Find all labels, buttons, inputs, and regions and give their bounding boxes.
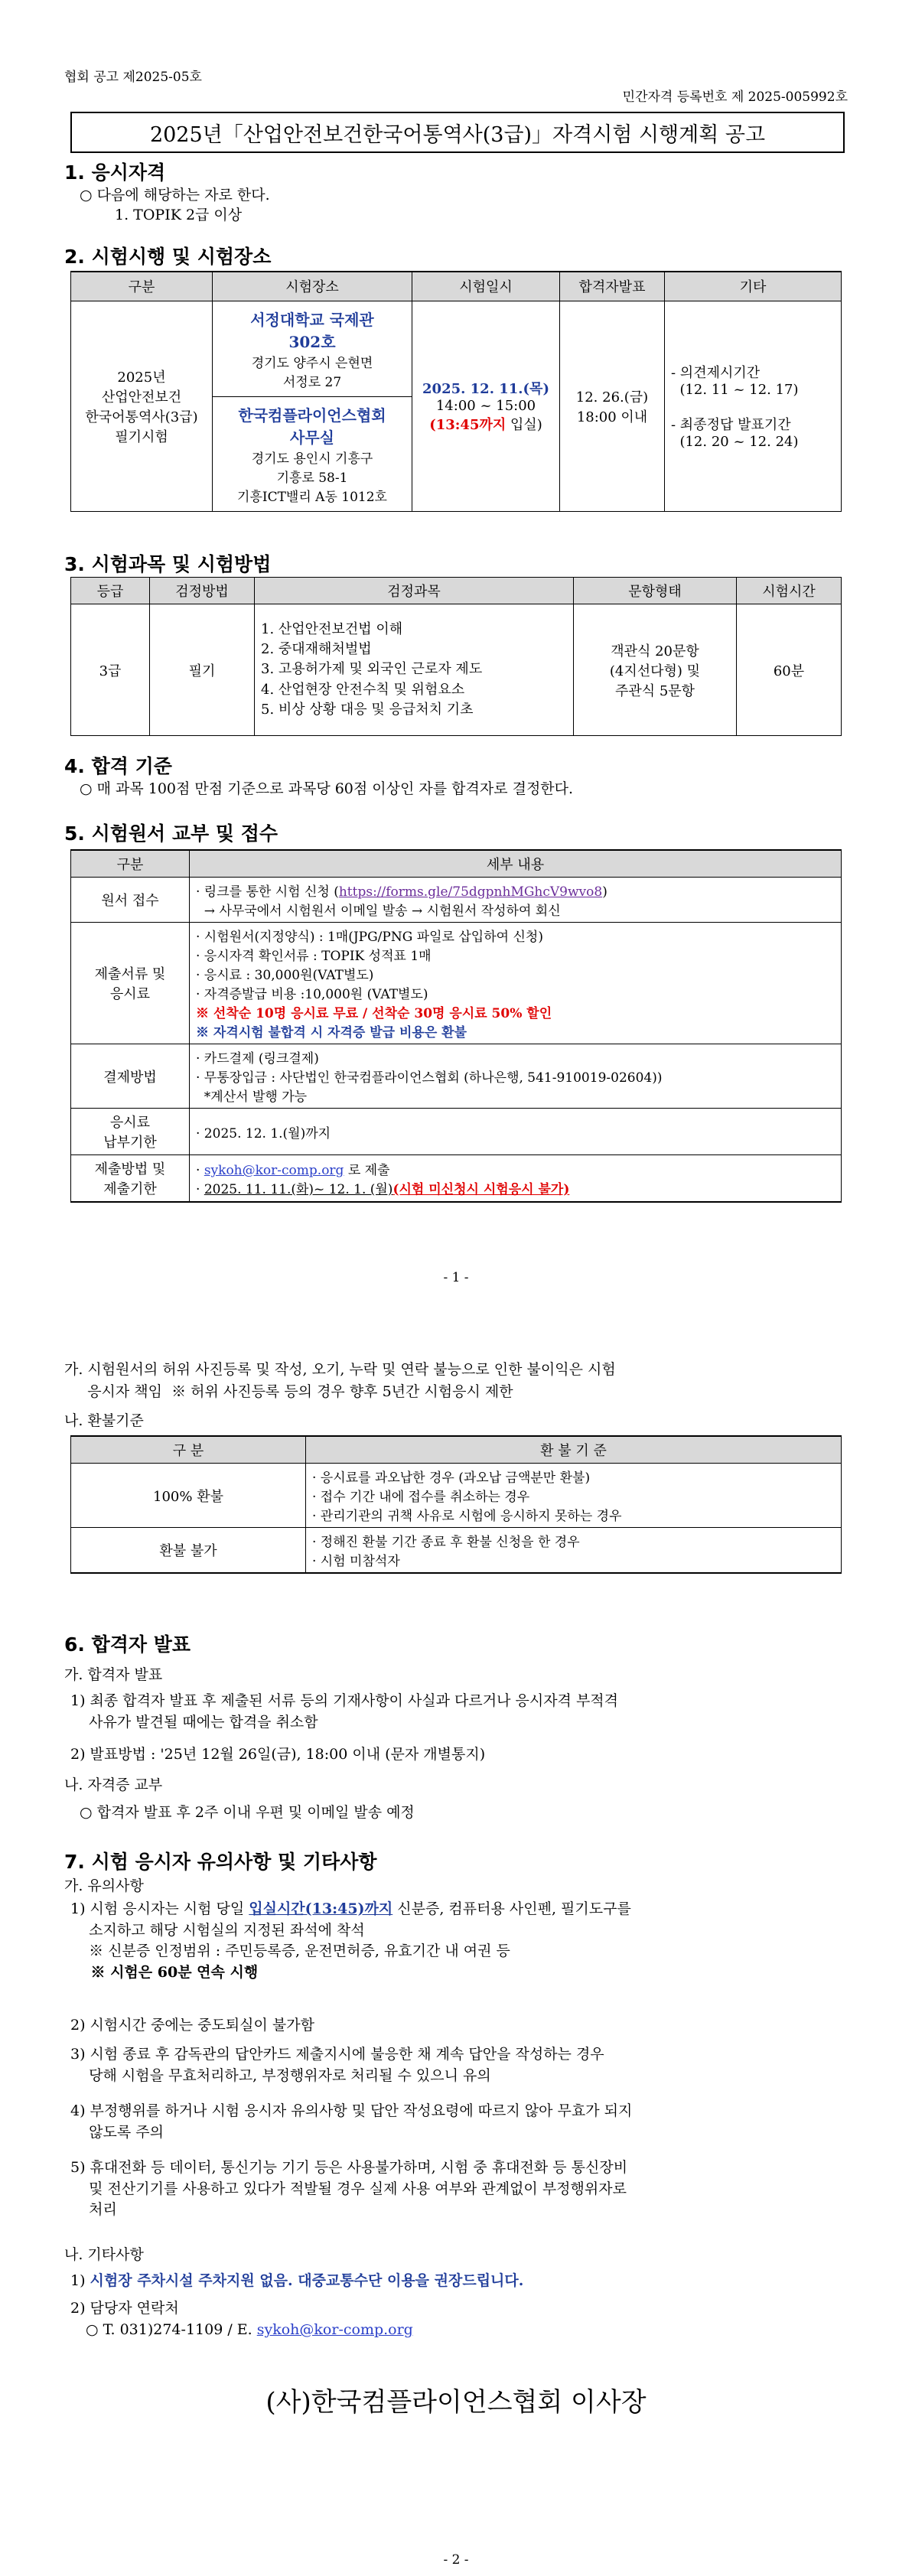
refund-none-label: 환불 불가 <box>71 1528 306 1574</box>
payment-deadline: · 2025. 12. 1.(월)까지 <box>190 1109 842 1155</box>
s7-1-id-scope: ※ 신분증 인정범위 : 주민등록증, 운전면허증, 유효기간 내 여권 등 <box>70 1943 510 1960</box>
result-announcement: 12. 26.(금) 18:00 이내 <box>560 301 665 511</box>
subject-item: 1. 산업안전보건법 이해 <box>261 621 403 638</box>
entry-suffix: 입실) <box>506 417 542 433</box>
col-header: 기타 <box>665 272 842 301</box>
venue-1 <box>213 301 412 396</box>
submission-warning: (시험 미신청시 시험응시 불가) <box>392 1182 570 1197</box>
subjects-table <box>70 577 842 736</box>
s7-item-5: 5) 휴대전화 등 데이터, 통신기능 기기 등은 사용불가하며, 시험 중 휴대전화 등 통신장비 및 전산기기를 사용하고 있다가 적발될 경우 실제 사용 여부와 관계없이 부정행위자로 처리 <box>70 2159 628 2219</box>
refund-table <box>70 1435 842 1574</box>
s7-etc-1-num: 1) <box>70 2272 90 2289</box>
application-table <box>70 849 842 1203</box>
col-header: 구분 <box>71 850 190 878</box>
question-format: 객관식 20문항 (4지선다형) 및 주관식 5문항 <box>574 604 737 736</box>
section-6-heading: 6. 합격자 발표 <box>64 1633 191 1656</box>
refund-heading: 나. 환불기준 <box>64 1412 144 1429</box>
contact-line <box>86 2321 413 2338</box>
apply-text-close: ) <box>602 884 607 900</box>
exam-category: 2025년 산업안전보건 한국어통역사(3급) 필기시험 <box>71 301 213 511</box>
s7-item-2: 2) 시험시간 중에는 중도퇴실이 불가함 <box>70 2017 314 2034</box>
venue-2-address: 경기도 용인시 기흥구 기흥로 58-1 기흥ICT밸리 A동 1012호 <box>237 451 387 505</box>
exam-method: 필기 <box>150 604 255 736</box>
venue-1-address: 경기도 양주시 은현면 서정로 27 <box>251 355 373 390</box>
issuer-signature: (사)한국컴플라이언스협회 이사장 <box>265 2387 647 2418</box>
submission-text: 로 제출 <box>344 1163 390 1178</box>
refund-condition: · 관리기관의 귀책 사유로 시험에 응시하지 못하는 경우 <box>312 1509 622 1524</box>
refund-condition: · 시험 미참석자 <box>312 1554 400 1569</box>
venue-2-name: 한국컴플라이언스협회 사무실 <box>238 405 386 447</box>
page-number: - 2 - <box>443 2552 469 2568</box>
s7-item-3: 3) 시험 종료 후 감독관의 답안카드 제출지시에 불응한 채 계속 답안을 작성하는 경우 당해 시험을 무효처리하고, 부정행위자로 처리될 수 있으니 유의 <box>70 2046 604 2084</box>
section-7-heading: 7. 시험 응시자 유의사항 및 기타사항 <box>64 1851 377 1873</box>
refund-full-label: 100% 환불 <box>71 1464 306 1528</box>
apply-flow: → 사무국에서 시험원서 이메일 발송 → 시험원서 작성하여 회신 <box>196 904 561 919</box>
other-notes: - 의견제시기간 (12. 11 ~ 12. 17) - 최종정답 발표기간 (12. 20 ~ 12. 24) <box>665 301 842 511</box>
page-number: - 1 - <box>443 1270 469 1285</box>
submission-period: 2025. 11. 11.(화)~ 12. 1. (월) <box>204 1182 393 1197</box>
row-label: 응시료 납부기한 <box>71 1109 190 1155</box>
s7-1-duration: ※ 시험은 60분 연속 시행 <box>70 1963 259 1981</box>
col-header: 문항형태 <box>574 578 737 604</box>
contact-email-link[interactable]: sykoh@kor-comp.org <box>256 2321 413 2338</box>
grade: 3급 <box>71 604 150 736</box>
row-label: 원서 접수 <box>71 878 190 923</box>
s7-1-line: 소지하고 해당 시험실의 지정된 좌석에 착석 <box>70 1921 365 1939</box>
discount-notice: ※ 선착순 10명 응시료 무료 / 선착순 30명 응시료 50% 할인 <box>196 1006 552 1021</box>
document-title: 2025년「산업안전보건한국어통역사(3급)」자격시험 시행계획 공고 <box>70 112 845 153</box>
s1-line-1: ○ 다음에 해당하는 자로 한다. <box>80 187 270 204</box>
false-registration-notice: 가. 시험원서의 허위 사진등록 및 작성, 오기, 누락 및 연락 불능으로 인한 불이익은 시험 응시자 책임 ※ 허위 사진등록 등의 경우 향후 5년간 시험응시 제한 <box>64 1361 616 1400</box>
payment-item: *계산서 발행 가능 <box>196 1089 308 1105</box>
col-header: 시험시간 <box>737 578 842 604</box>
s7-etc-1 <box>70 2269 523 2290</box>
exam-date: 2025. 12. 11.(목) <box>422 381 549 397</box>
refund-notice: ※ 자격시험 불합격 시 자격증 발급 비용은 환불 <box>196 1025 467 1040</box>
venue-1-name: 서정대학교 국제관 302호 <box>250 310 374 351</box>
submission-email-link[interactable]: sykoh@kor-comp.org <box>204 1163 344 1178</box>
section-3-heading: 3. 시험과목 및 시험방법 <box>64 553 272 575</box>
col-header: 세부 내용 <box>190 850 842 878</box>
col-header: 구 분 <box>71 1436 306 1464</box>
venue-2 <box>213 396 412 511</box>
s7-subheading-b: 나. 기타사항 <box>64 2246 144 2263</box>
row-label: 제출방법 및 제출기한 <box>71 1155 190 1203</box>
s6-item-1: 1) 최종 합격자 발표 후 제출된 서류 등의 기재사항이 사실과 다르거나 응시자격 부적격 사유가 발견될 때에는 합격을 취소함 <box>70 1692 619 1731</box>
contact-text: ○ T. 031)274-1109 / E. <box>86 2321 257 2338</box>
col-header: 시험장소 <box>213 272 412 301</box>
col-header: 합격자발표 <box>560 272 665 301</box>
submission-info: · sykoh@kor-comp.org 로 제출 · 2025. 11. 11.(화)~ 12. 1. (월)(시험 미신청시 시험응시 불가) <box>190 1155 842 1203</box>
s7-etc-2: 2) 담당자 연락처 <box>70 2300 179 2317</box>
parking-notice: 시험장 주차시설 주차지원 없음. 대중교통수단 이용을 권장드립니다. <box>90 2272 524 2289</box>
payment-item: · 카드결제 (링크결제) <box>196 1051 319 1067</box>
col-header: 검정방법 <box>150 578 255 604</box>
doc-item: · 응시료 : 30,000원(VAT별도) <box>196 968 374 983</box>
s6-subheading-a: 가. 합격자 발표 <box>64 1666 163 1683</box>
payment-methods <box>190 1044 842 1109</box>
refund-condition: · 응시료를 과오납한 경우 (과오납 금액분만 환불) <box>312 1470 591 1486</box>
subject-list <box>255 604 574 736</box>
refund-condition: · 접수 기간 내에 접수를 취소하는 경우 <box>312 1490 530 1505</box>
doc-item: · 시험원서(지정양식) : 1매(JPG/PNG 파일로 삽입하여 신청) <box>196 930 543 945</box>
section-1-heading: 1. 응시자격 <box>64 161 166 184</box>
s7-1-text: 1) 시험 응시자는 시험 당일 <box>70 1900 249 1917</box>
s7-item-4: 4) 부정행위를 하거나 시험 응시자 유의사항 및 답안 작성요령에 따르지 않아 무효가 되지 않도록 주의 <box>70 2102 633 2141</box>
s7-subheading-a: 가. 유의사항 <box>64 1877 144 1894</box>
row-label: 결제방법 <box>71 1044 190 1109</box>
documents-fees <box>190 923 842 1044</box>
subject-item: 2. 중대재해처벌법 <box>261 641 372 658</box>
application-content <box>190 878 842 923</box>
s1-line-2: 1. TOPIK 2급 이상 <box>115 207 243 223</box>
s6-item-cert: ○ 합격자 발표 후 2주 이내 우편 및 이메일 발송 예정 <box>80 1804 415 1821</box>
pass-criteria: ○ 매 과목 100점 만점 기준으로 과목당 60점 이상인 자를 합격자로 결정한다. <box>80 780 574 797</box>
col-header: 등급 <box>71 578 150 604</box>
s7-1-text-b: 신분증, 컴퓨터용 사인펜, 필기도구를 <box>392 1900 631 1917</box>
document-number: 협회 공고 제2025-05호 <box>64 70 202 85</box>
col-header: 검정과목 <box>255 578 574 604</box>
subject-item: 4. 산업현장 안전수칙 및 위험요소 <box>261 681 465 698</box>
doc-item: · 자격증발급 비용 :10,000원 (VAT별도) <box>196 987 428 1002</box>
section-2-heading: 2. 시험시행 및 시험장소 <box>64 246 272 268</box>
exam-datetime <box>412 301 560 511</box>
payment-item: · 무통장입금 : 사단법인 한국컴플라이언스협회 (하나은행, 541-910019-02604)) <box>196 1070 663 1086</box>
registration-number: 민간자격 등록번호 제 2025-005992호 <box>622 90 848 105</box>
s7-1-entry-time: 입실시간(13:45)까지 <box>249 1900 393 1917</box>
exam-time: 14:00 ~ 15:00 <box>435 398 536 414</box>
refund-full-conditions <box>306 1464 842 1528</box>
doc-item: · 응시자격 확인서류 : TOPIK 성적표 1매 <box>196 949 432 964</box>
page-2 <box>0 1301 912 2576</box>
application-form-link[interactable]: https://forms.gle/75dgpnhMGhcV9wvo8 <box>338 884 603 900</box>
entry-deadline: (13:45까지 <box>429 417 506 433</box>
col-header: 구분 <box>71 272 213 301</box>
col-header: 시험일시 <box>412 272 560 301</box>
col-header: 환 불 기 준 <box>306 1436 842 1464</box>
s6-subheading-b: 나. 자격증 교부 <box>64 1776 163 1793</box>
s6-item-2: 2) 발표방법 : '25년 12월 26일(금), 18:00 이내 (문자 개별통지) <box>70 1746 486 1763</box>
section-4-heading: 4. 합격 기준 <box>64 755 172 777</box>
exam-schedule-table <box>70 271 842 512</box>
refund-none-conditions <box>306 1528 842 1574</box>
row-label: 제출서류 및 응시료 <box>71 923 190 1044</box>
exam-duration: 60분 <box>737 604 842 736</box>
subject-item: 3. 고용허가제 및 외국인 근로자 제도 <box>261 661 483 678</box>
apply-text: · 링크를 통한 시험 신청 ( <box>196 884 339 900</box>
section-5-heading: 5. 시험원서 교부 및 접수 <box>64 822 278 845</box>
refund-condition: · 정해진 환불 기간 종료 후 환불 신청을 한 경우 <box>312 1535 580 1550</box>
s7-item-1 <box>70 1899 631 1983</box>
entry-time <box>419 414 553 434</box>
subject-item: 5. 비상 상황 대응 및 응급처치 기초 <box>261 701 474 718</box>
